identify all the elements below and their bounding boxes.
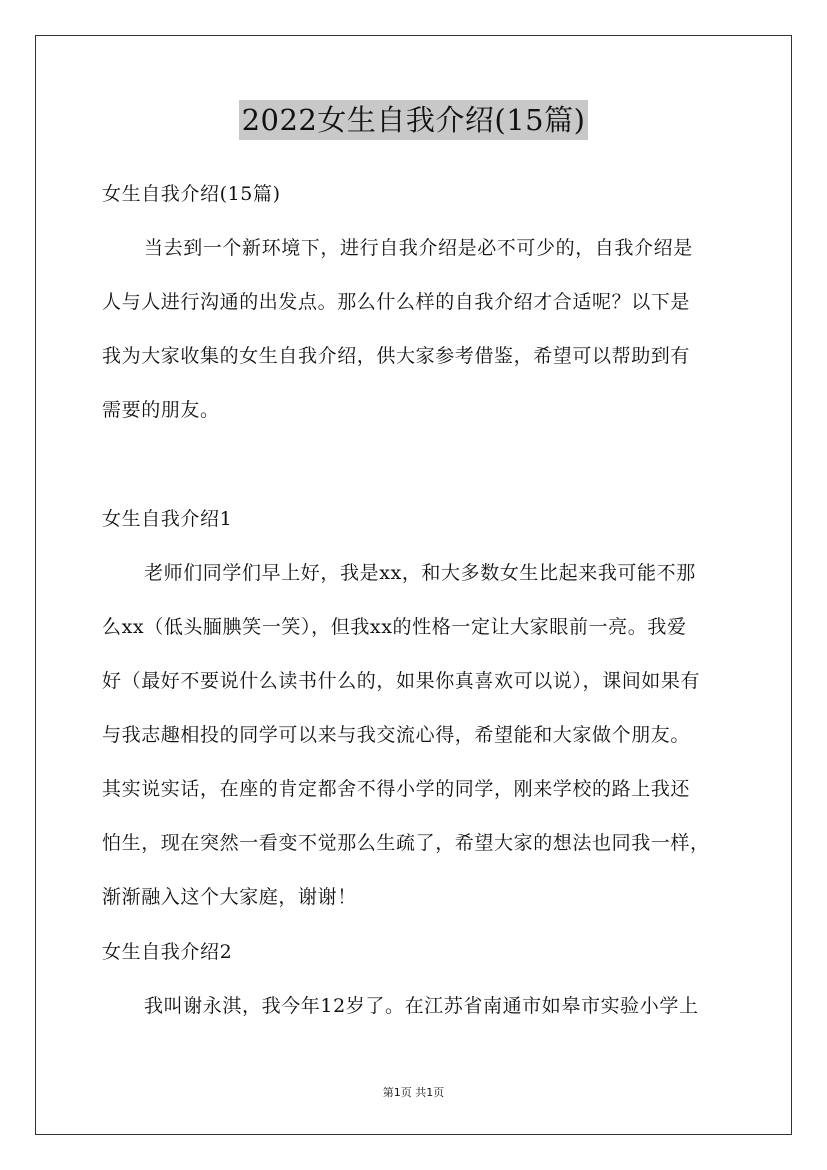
section1-line-1: 老师们同学们早上好，我是xx，和大多数女生比起来我可能不那 bbox=[144, 562, 696, 584]
section1-line-7: 渐渐融入这个大家庭，谢谢！ bbox=[102, 886, 357, 908]
section2-line-1: 我叫谢永淇，我今年12岁了。在江苏省南通市如皋市实验小学上 bbox=[144, 995, 699, 1017]
document-title: 2022女生自我介绍(15篇) bbox=[239, 100, 589, 140]
section1-heading: 女生自我介绍1 bbox=[102, 508, 233, 530]
document-title-wrap bbox=[0, 100, 827, 140]
section1-line-6: 怕生，现在突然一看变不觉那么生疏了，希望大家的想法也同我一样， bbox=[102, 832, 710, 854]
subtitle: 女生自我介绍(15篇) bbox=[102, 183, 281, 205]
section1-line-3: 好（最好不要说什么读书什么的，如果你真喜欢可以说），课间如果有 bbox=[102, 670, 701, 692]
section2-heading: 女生自我介绍2 bbox=[102, 941, 233, 963]
intro-line-3: 我为大家收集的女生自我介绍，供大家参考借鉴，希望可以帮助到有 bbox=[102, 345, 691, 367]
intro-line-4: 需要的朋友。 bbox=[102, 399, 220, 421]
section1-line-2: 么xx（低头腼腆笑一笑），但我xx的性格一定让大家眼前一亮。我爱 bbox=[102, 616, 687, 638]
intro-line-1: 当去到一个新环境下，进行自我介绍是必不可少的，自我介绍是 bbox=[144, 237, 693, 259]
page-footer: 第1页 共1页 bbox=[382, 1086, 445, 1099]
section1-line-4: 与我志趣相投的同学可以来与我交流心得，希望能和大家做个朋友。 bbox=[102, 724, 691, 746]
section1-line-5: 其实说实话，在座的肯定都舍不得小学的同学，刚来学校的路上我还 bbox=[102, 778, 691, 800]
intro-line-2: 人与人进行沟通的出发点。那么什么样的自我介绍才合适呢？以下是 bbox=[102, 291, 691, 313]
